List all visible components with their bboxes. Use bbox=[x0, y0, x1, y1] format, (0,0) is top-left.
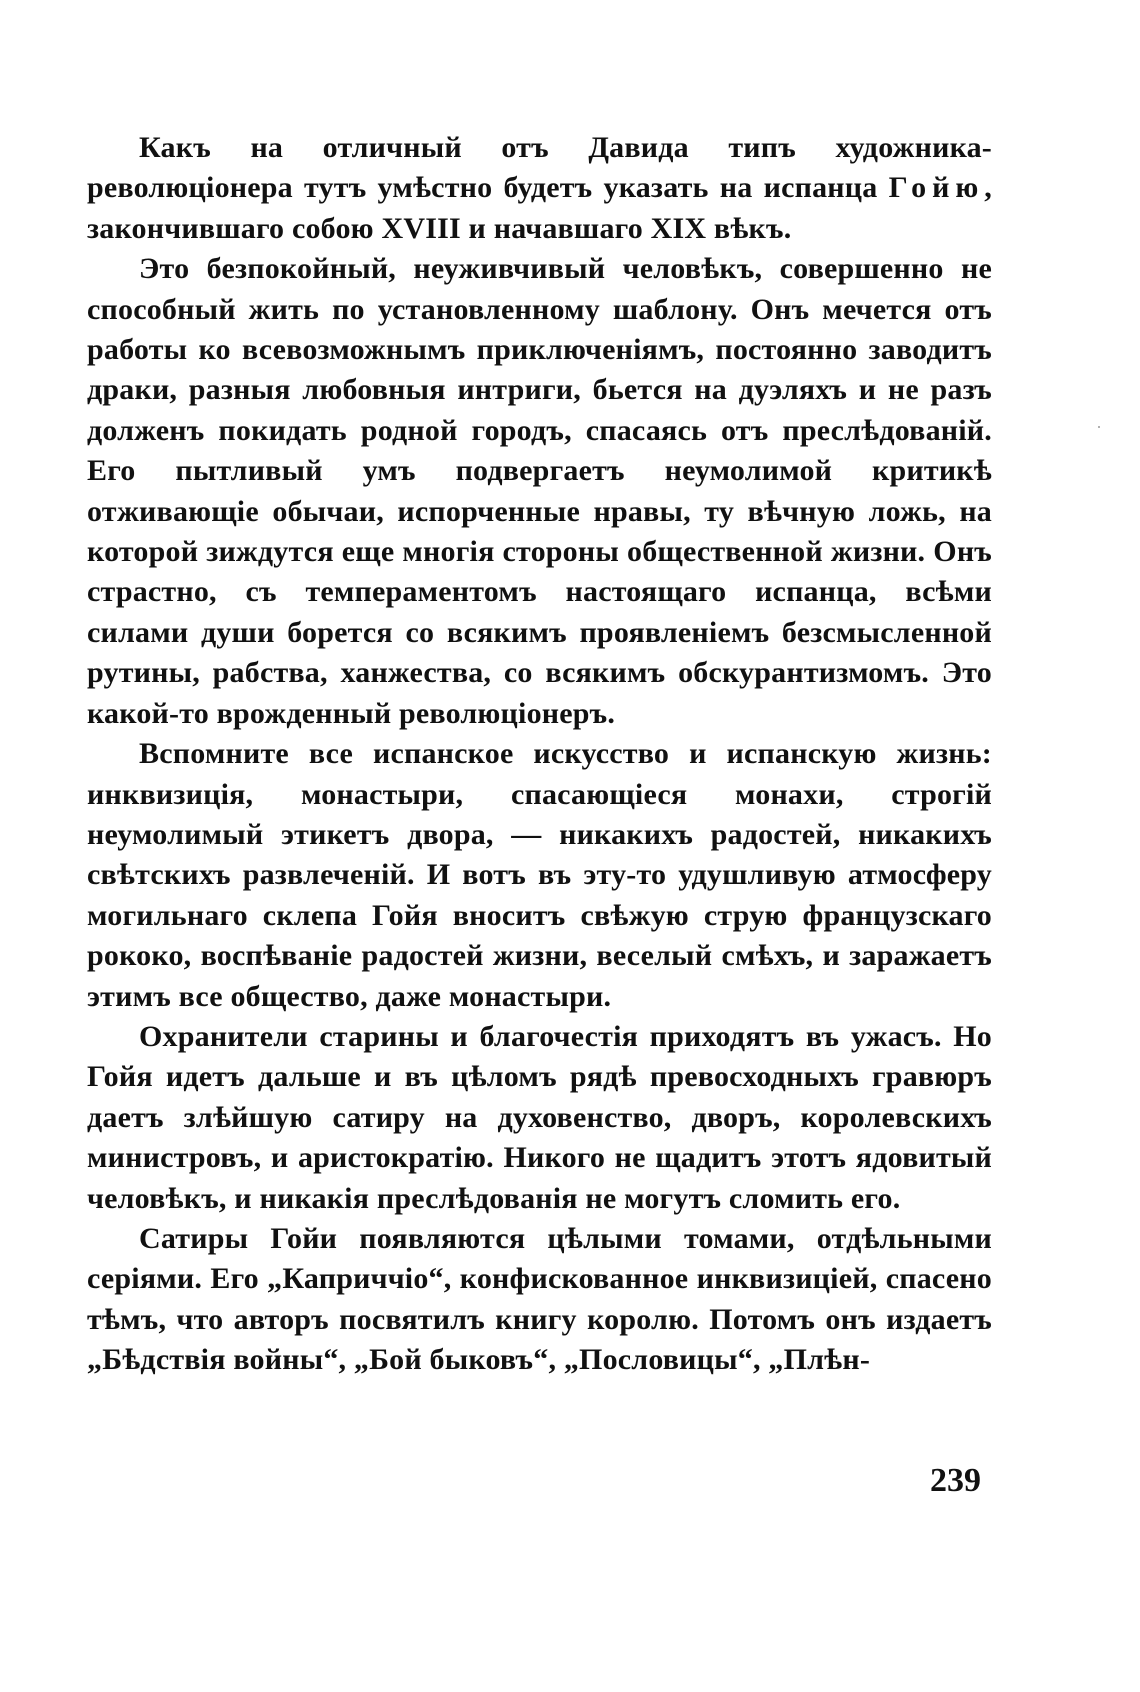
page-number: 239 bbox=[930, 1462, 981, 1499]
page-body bbox=[87, 128, 992, 1381]
paragraph-2: Это безпокойный, неуживчивый человѣкъ, совершенно не способный жить по установленному шаблону. Онъ мечется отъ работы ко всевозможнымъ приключеніямъ, постоянно заводитъ драки, разныя любовныя интриги, бьется на дуэляхъ и не разъ долженъ покидать родной городъ, спасаясь отъ преслѣдованій. Его пытливый умъ подвергаетъ неумолимой критикѣ отживающіе обычаи, испорченные нравы, ту вѣчную ложь, на которой зиждутся еще многія стороны общественной жизни. Онъ страстно, съ темпераментомъ настоящаго испанца, всѣми силами души борется со всякимъ проявленіемъ безсмысленной рутины, рабства, ханжества, со всякимъ обскурантизмомъ. Это какой-то врожденный революціонеръ. bbox=[87, 252, 992, 730]
paragraph-3: Вспомните все испанское искусство и испанскую жизнь: инквизиція, монастыри, спасающіеся монахи, строгій неумолимый этикетъ двора, — никакихъ радостей, никакихъ свѣтскихъ развлеченій. И вотъ въ эту-то удушливую атмосферу могильнаго склепа Гойя вноситъ свѣжую струю французскаго рококо, воспѣваніе радостей жизни, веселый смѣхъ, и заражаетъ этимъ все общество, даже монастыри. bbox=[87, 737, 992, 1013]
paragraph-1-spaced-name: Гойю bbox=[888, 171, 985, 205]
paragraph-1-text-after: , закончившаго собою XVIII и начавшаго XIX вѣкъ. bbox=[87, 171, 992, 245]
paragraph-1-text-before: Какъ на отличный отъ Давида типъ художника-революціонера тутъ умѣстно будетъ указать на испанца bbox=[87, 131, 992, 205]
paragraph-4: Охранители старины и благочестія приходятъ въ ужасъ. Но Гойя идетъ дальше и въ цѣломъ рядѣ превосходныхъ гравюръ даетъ злѣйшую сатиру на духовенство, дворъ, королевскихъ министровъ, и аристократію. Никого не щадитъ этотъ ядовитый человѣкъ, и никакія преслѣдованія не могутъ сломить его. bbox=[87, 1019, 992, 1215]
scan-speck bbox=[1098, 426, 1100, 428]
paragraph-1 bbox=[87, 128, 992, 249]
paragraph-5: Сатиры Гойи появляются цѣлыми томами, отдѣльными серіями. Его „Каприччіо“, конфискованное инквизиціей, спасено тѣмъ, что авторъ посвятилъ книгу королю. Потомъ онъ издаетъ „Бѣдствія войны“, „Бой быковъ“, „Пословицы“, „Плѣн- bbox=[87, 1221, 992, 1377]
